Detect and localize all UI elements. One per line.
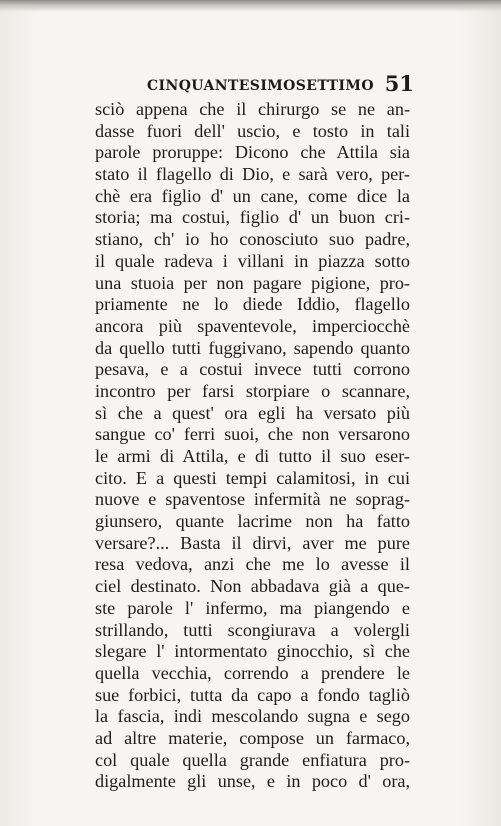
text-line: sangue co' ferri suoi, che non versarono [95, 424, 410, 445]
text-line: parole proruppe: Dicono che Attila sia [95, 142, 410, 163]
running-title: CINQUANTESIMOSETTIMO [147, 78, 374, 94]
text-line: ste parole l' infermo, ma piangendo e [95, 597, 410, 618]
text-line: la fascia, indi mescolando sugna e sego [95, 706, 410, 727]
text-line: ciel destinato. Non abbadava già a que- [95, 576, 410, 597]
text-line: col quale quella grande enfiatura pro- [95, 749, 410, 770]
text-line: nuove e spaventose infermità ne soprag- [95, 489, 410, 510]
text-line: il quale radeva i villani in piazza sotto [95, 250, 410, 271]
text-line: stiano, ch' io ho conosciuto suo padre, [95, 229, 410, 250]
text-line: quella vecchia, correndo a prendere le [95, 662, 410, 683]
page-header [95, 71, 414, 98]
text-line: incontro per farsi storpiare o scannare, [95, 380, 410, 401]
text-line: sì che a quest' ora egli ha versato più [95, 402, 410, 423]
text-line: sue forbici, tutta da capo a fondo tagliò [95, 684, 410, 705]
text-line: dasse fuori dell' uscio, e tosto in tali [95, 120, 410, 141]
text-line: giunsero, quante lacrime non ha fatto [95, 511, 410, 532]
text-line: stato il flagello di Dio, e sarà vero, per- [95, 164, 410, 185]
text-line: slegare l' intormentato ginocchio, sì che [95, 641, 410, 662]
text-line: storia; ma costui, figlio d' un buon cri- [95, 207, 410, 228]
text-line: una stuoia per non pagare pigione, pro- [95, 272, 410, 293]
text-line: ancora più spaventevole, imperciocchè [95, 315, 410, 336]
text-line: strillando, tutti scongiurava a volergli [95, 619, 410, 640]
text-line: resa vedova, anzi che me lo avesse il [95, 554, 410, 575]
text-line: le armi di Attila, e di tutto il suo eser- [95, 446, 410, 466]
text-line: chè era figlio d' un cane, come dice la [95, 185, 410, 206]
text-line: versare?... Basta il dirvi, aver me pure [95, 532, 410, 553]
text-line: digalmente gli unse, e in poco d' ora, [95, 771, 410, 792]
text-line: priamente ne lo diede Iddio, flagello [95, 294, 410, 315]
text-line: ad altre materie, compose un farmaco, [95, 727, 410, 748]
page-top-edge [0, 0, 501, 12]
page-number: 51 [384, 71, 414, 96]
text-line: sciò appena che il chirurgo se ne an- [95, 99, 410, 119]
text-line: cito. E a questi tempi calamitosi, in cui [95, 467, 410, 488]
body-text [95, 99, 410, 793]
text-line: da quello tutti fuggivano, sapendo quanto [95, 337, 410, 358]
text-line: pesava, e a costui invece tutti corrono [95, 359, 410, 380]
